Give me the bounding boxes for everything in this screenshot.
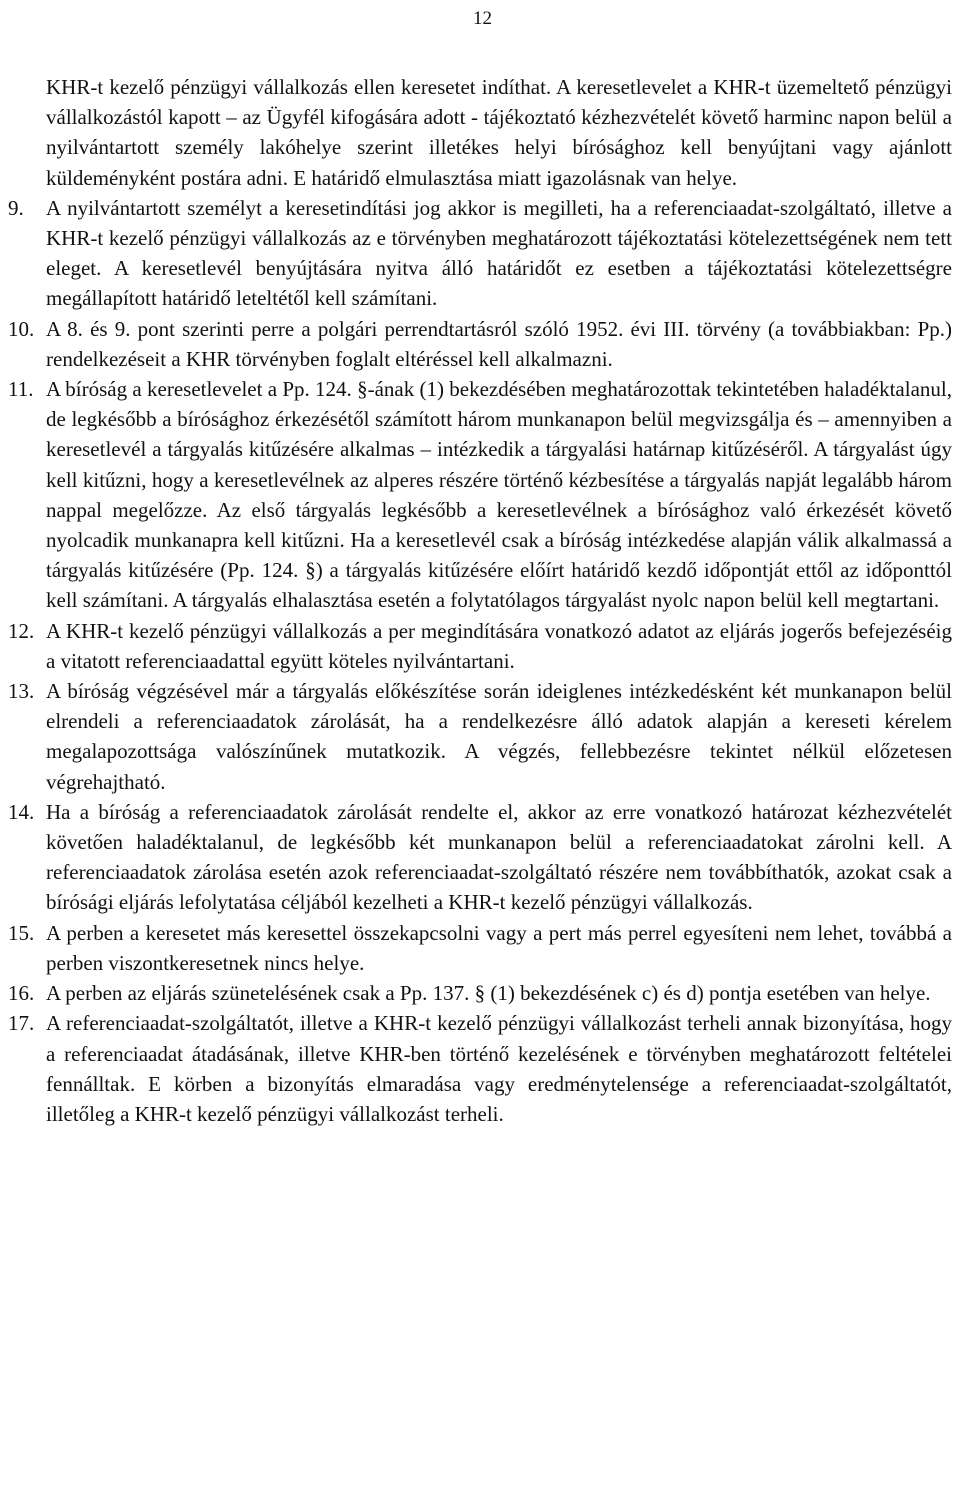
list-item-text: A perben a keresetet más keresettel összekapcsolni vagy a pert más perrel egyesíteni nem lehet, továbbá a perben viszontkeresetnek nincs helye. bbox=[46, 920, 952, 975]
list-item bbox=[8, 374, 952, 616]
list-item bbox=[8, 314, 952, 374]
list-item-text: A perben az eljárás szünetelésének csak a Pp. 137. § (1) bekezdésének c) és d) pontja esetében van helye. bbox=[46, 981, 931, 1006]
list-item-number: 16. bbox=[8, 981, 35, 1006]
list-item-number: 13. bbox=[8, 679, 35, 704]
list-item bbox=[8, 797, 952, 918]
list-item-text: A 8. és 9. pont szerinti perre a polgári perrendtartásról szóló 1952. évi III. törvény (a továbbiakban: Pp.) rendelkezéseit a KHR törvényben foglalt eltéréssel kell alkalmazni. bbox=[46, 316, 952, 371]
list-item bbox=[8, 1008, 952, 1129]
list-item-number: 12. bbox=[8, 618, 35, 643]
list-item-number: 15. bbox=[8, 920, 35, 945]
list-item-text: A bíróság végzésével már a tárgyalás előkészítése során ideiglenes intézkedésként két munkanapon belül elrendeli a referenciaadatok zárolását, ha a rendelkezésre álló adatok alapján a kereseti kérelem megalapozottsága valószínűnek mutatkozik. A végzés, fellebbezésre tekintet nélkül előzetesen végrehajtható. bbox=[46, 679, 952, 794]
list-item-text: A nyilvántartott személyt a keresetindítási jog akkor is megilleti, ha a referenciaadat-szolgáltató, illetve a KHR-t kezelő pénzügyi vállalkozás az e törvényben meghatározott tájékoztatási kötelezettségének nem tett eleget. A keresetlevél benyújtására nyitva álló határidőt ez esetben a tájékoztatási kötelezettségre megállapított határidő leteltétől kell számítani. bbox=[46, 195, 952, 311]
list-item bbox=[8, 676, 952, 797]
list-item-text: Ha a bíróság a referenciaadatok zárolását rendelte el, akkor az erre vonatkozó határozat kézhezvételét követően haladéktalanul, de legkésőbb két munkanapon belül a referenciaadatokat zárolni kell. A referenciaadatok zárolása esetén azok referenciaadat-szolgáltató részére nem továbbíthatók, azokat csak a bírósági eljárás lefolytatása céljából kezelheti a KHR-t kezelő pénzügyi vállalkozás. bbox=[46, 799, 952, 915]
document-body bbox=[8, 72, 952, 1129]
page-number: 12 bbox=[473, 8, 492, 29]
list-item-text: A bíróság a keresetlevelet a Pp. 124. §-ának (1) bekezdésében meghatározottak tekintetében haladéktalanul, de legkésőbb a bírósághoz érkezésétől számított három munkanapon belül megvizsgálja és – amennyiben a keresetlevél a tárgyalás kitűzésére alkalmas – intézkedik a tárgyalási határnap kitűzéséről. A tárgyalást úgy kell kitűzni, hogy a keresetlevélnek az alperes részére történő kézbesítése a tárgyalás napját legalább három nappal megelőzze. Az első tárgyalás legkésőbb a keresetlevélnek a bírósághoz való érkezését követő nyolcadik munkanapra kell kitűzni. Ha a keresetlevél csak a bíróság intézkedése alapján válik alkalmassá a tárgyalás kitűzésére (Pp. 124. §) a tárgyalás kitűzésére előírt határidő kezdő időpontját ettől az időponttól kell számítani. A tárgyalás elhalasztása esetén a folytatólagos tárgyalást nyolc napon belül kell megtartani. bbox=[46, 377, 952, 613]
list-item bbox=[8, 616, 952, 676]
list-item-number: 10. bbox=[8, 316, 35, 341]
list-item bbox=[8, 918, 952, 978]
list-item-number: 17. bbox=[8, 1011, 35, 1036]
intro-paragraph: KHR-t kezelő pénzügyi vállalkozás ellen keresetet indíthat. A keresetlevelet a KHR-t üzemeltető pénzügyi vállalkozástól kapott – az Ügyfél kifogására adott - tájékoztató kézhezvételét követő harminc napon belül a nyilvántartott személy lakóhelye szerint illetékes helyi bírósághoz kell benyújtani vagy ajánlott küldeményként postára adni. E határidő elmulasztása miatt igazolásnak van helye. bbox=[46, 75, 952, 190]
list-item bbox=[8, 978, 952, 1008]
list-item bbox=[8, 193, 952, 314]
list-item-number: 11. bbox=[8, 377, 34, 402]
list-item-text: A KHR-t kezelő pénzügyi vállalkozás a per megindítására vonatkozó adatot az eljárás jogerős befejezéséig a vitatott referenciaadattal együtt köteles nyilvántartani. bbox=[46, 618, 952, 673]
list-item-number: 9. bbox=[8, 195, 24, 220]
list-item-text: A referenciaadat-szolgáltatót, illetve a KHR-t kezelő pénzügyi vállalkozást terheli annak bizonyítása, hogy a referenciaadat átadásának, illetve KHR-ben történő kezelésének e törvényben meghatározott feltételei fennálltak. E körben a bizonyítás elmaradása vagy eredménytelensége a referenciaadat-szolgáltatót, illetőleg a KHR-t kezelő pénzügyi vállalkozást terheli. bbox=[46, 1011, 952, 1126]
list-item-number: 14. bbox=[8, 799, 35, 824]
